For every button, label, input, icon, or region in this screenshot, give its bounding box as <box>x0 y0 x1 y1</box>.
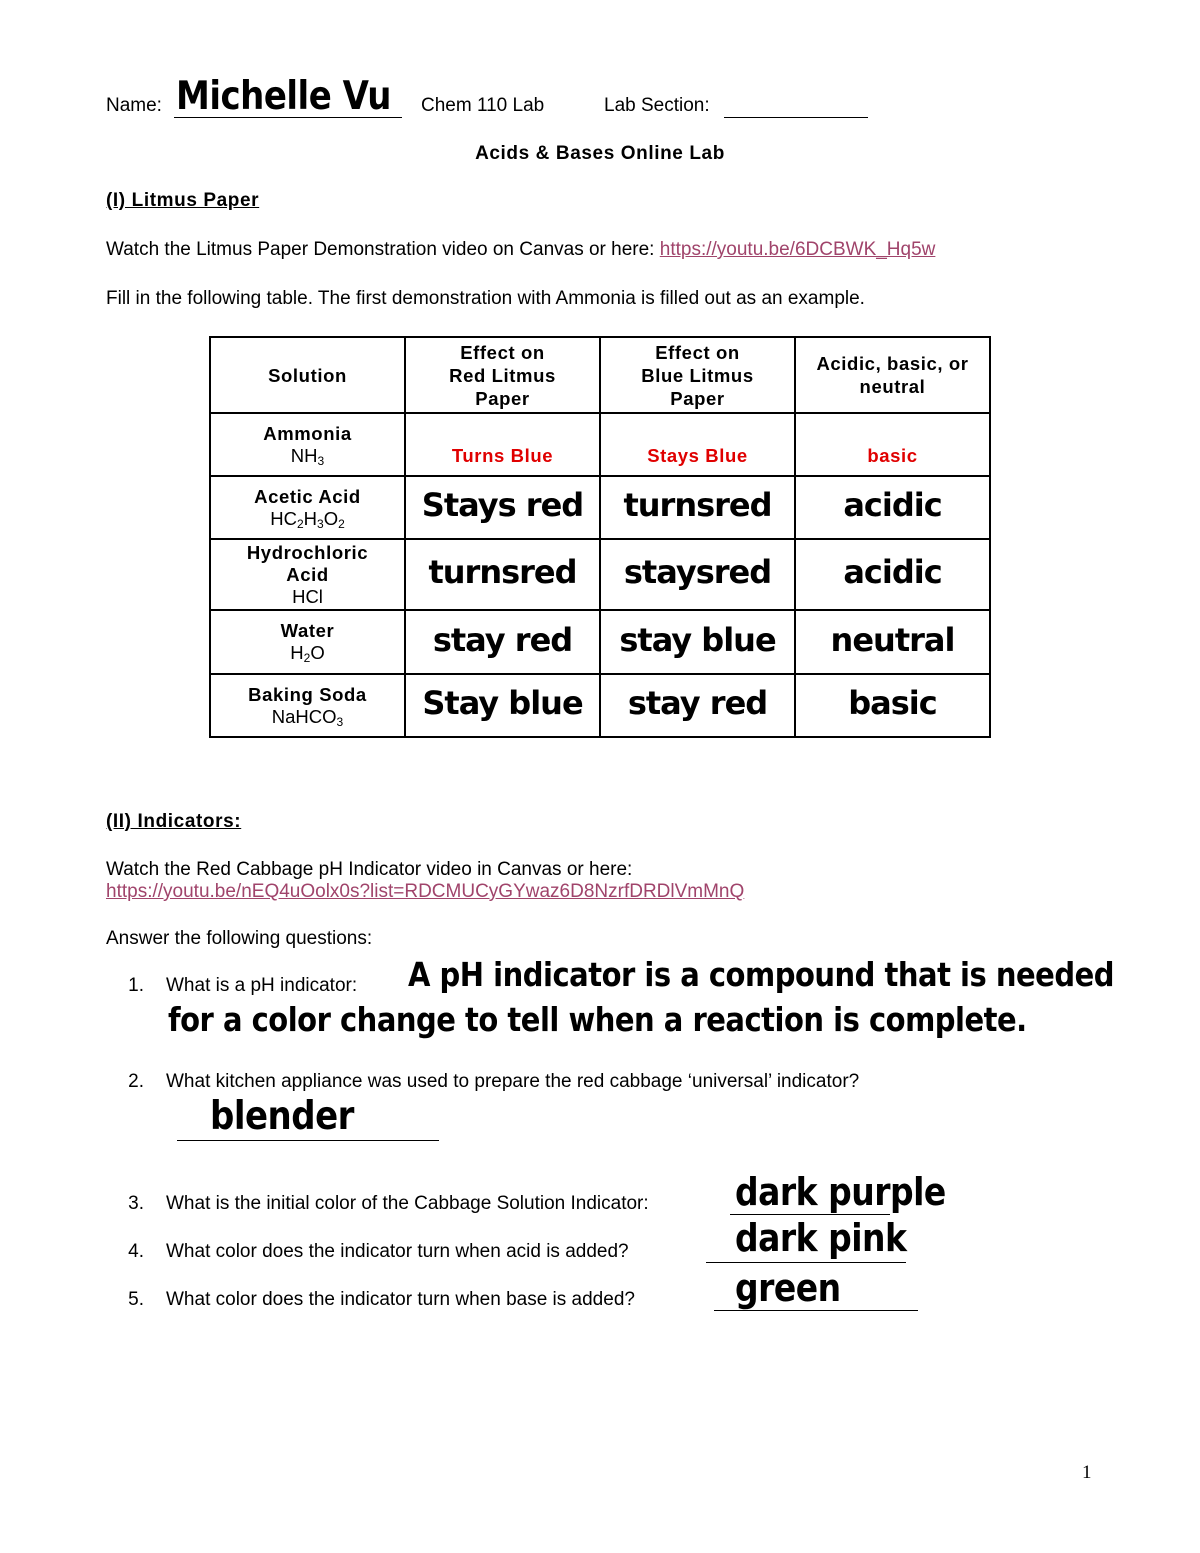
table-row <box>210 539 990 610</box>
table-row <box>210 610 990 674</box>
solution-cell: Hydrochloric Acid HCl <box>210 539 405 610</box>
classification-cell[interactable]: neutral <box>795 610 990 674</box>
answer-4[interactable]: dark pink <box>735 1215 907 1260</box>
answer-1-line-1[interactable]: A pH indicator is a compound that is needed <box>408 954 1115 994</box>
red-litmus-cell[interactable]: stay red <box>405 610 600 674</box>
red-litmus-cell[interactable]: turnsred <box>405 539 600 610</box>
student-name[interactable]: Michelle Vu <box>176 73 391 120</box>
litmus-video-link[interactable]: https://youtu.be/6DCBWK_Hq5w <box>659 239 936 260</box>
col-header-red-litmus <box>405 337 600 413</box>
cabbage-video-link[interactable]: https://youtu.be/nEQ4uOolx0s?list=RDCMUCyGYwaz6D8NzrfDRDlVmMnQ <box>106 881 745 902</box>
question-4: 4. What color does the indicator turn when acid is added? <box>128 1241 629 1262</box>
col-header-blue-text: Effect on Blue Litmus Paper <box>641 341 754 409</box>
hcl-name: Hydrochloric Acid <box>246 541 369 585</box>
question-5: 5. What color does the indicator turn when base is added? <box>128 1289 635 1310</box>
course-label: Chem 110 Lab <box>421 95 545 116</box>
table-row <box>210 413 990 476</box>
answer-prompt: Answer the following questions: <box>106 928 373 949</box>
red-litmus-cell[interactable]: Stays red <box>405 476 600 539</box>
solution-cell: Water $H_2O$ <box>210 610 405 674</box>
solution-cell: Ammonia $NH_3$ <box>210 413 405 476</box>
answer-5-underline <box>714 1310 918 1311</box>
answer-2[interactable]: blender <box>210 1093 354 1140</box>
section-litmus-heading: (I) Litmus Paper <box>106 190 260 211</box>
classification-cell[interactable]: basic <box>795 674 990 737</box>
litmus-video-text: Watch the Litmus Paper Demonstration video on Canvas or here: <box>106 239 660 260</box>
lab-section-field[interactable] <box>724 117 868 118</box>
question-2: 2. What kitchen appliance was used to prepare the red cabbage ‘universal’ indicator? <box>128 1071 860 1092</box>
cabbage-video-text: Watch the Red Cabbage pH Indicator video in Canvas or here: <box>106 859 633 880</box>
name-label: Name: <box>106 95 162 116</box>
litmus-video-instruction <box>106 238 935 262</box>
blue-litmus-cell[interactable]: stay blue <box>600 610 795 674</box>
classification-cell: basic <box>795 413 990 476</box>
classification-cell[interactable]: acidic <box>795 476 990 539</box>
blue-litmus-cell[interactable]: turnsred <box>600 476 795 539</box>
solution-cell: Acetic Acid $HC_2H_3O_2$ <box>210 476 405 539</box>
solution-cell: Baking Soda NaHCO$_3$ <box>210 674 405 737</box>
table-row <box>210 674 990 737</box>
col-header-blue-litmus <box>600 337 795 413</box>
red-litmus-cell[interactable]: Stay blue <box>405 674 600 737</box>
lab-section-label: Lab Section: <box>604 95 710 116</box>
answer-2-underline <box>177 1140 439 1141</box>
answer-4-underline <box>706 1262 906 1263</box>
section-indicators-heading: (II) Indicators: <box>106 811 242 832</box>
table-row <box>210 476 990 539</box>
table-instructions: Fill in the following table. The first demonstration with Ammonia is filled out as an example. <box>106 288 865 309</box>
question-1: 1. What is a pH indicator: <box>128 975 358 996</box>
litmus-table <box>209 336 991 738</box>
blue-litmus-cell: Stays Blue <box>600 413 795 476</box>
blue-litmus-cell[interactable]: stay red <box>600 674 795 737</box>
answer-1-line-2[interactable]: for a color change to tell when a reaction is complete. <box>168 999 1027 1039</box>
page-title: Acids & Bases Online Lab <box>475 143 725 164</box>
table-header-row <box>210 337 990 413</box>
answer-5[interactable]: green <box>735 1265 841 1310</box>
col-header-solution: Solution <box>210 337 405 413</box>
classification-cell[interactable]: acidic <box>795 539 990 610</box>
blue-litmus-cell[interactable]: staysred <box>600 539 795 610</box>
red-litmus-cell: Turns Blue <box>405 413 600 476</box>
question-3: 3. What is the initial color of the Cabbage Solution Indicator: <box>128 1193 649 1214</box>
answer-3[interactable]: dark purple <box>735 1169 946 1214</box>
col-header-classification <box>795 337 990 413</box>
col-header-class-text: Acidic, basic, or neutral <box>816 353 969 397</box>
page-number: 1 <box>1082 1462 1092 1483</box>
col-header-red-text: Effect on Red Litmus Paper <box>449 341 556 409</box>
